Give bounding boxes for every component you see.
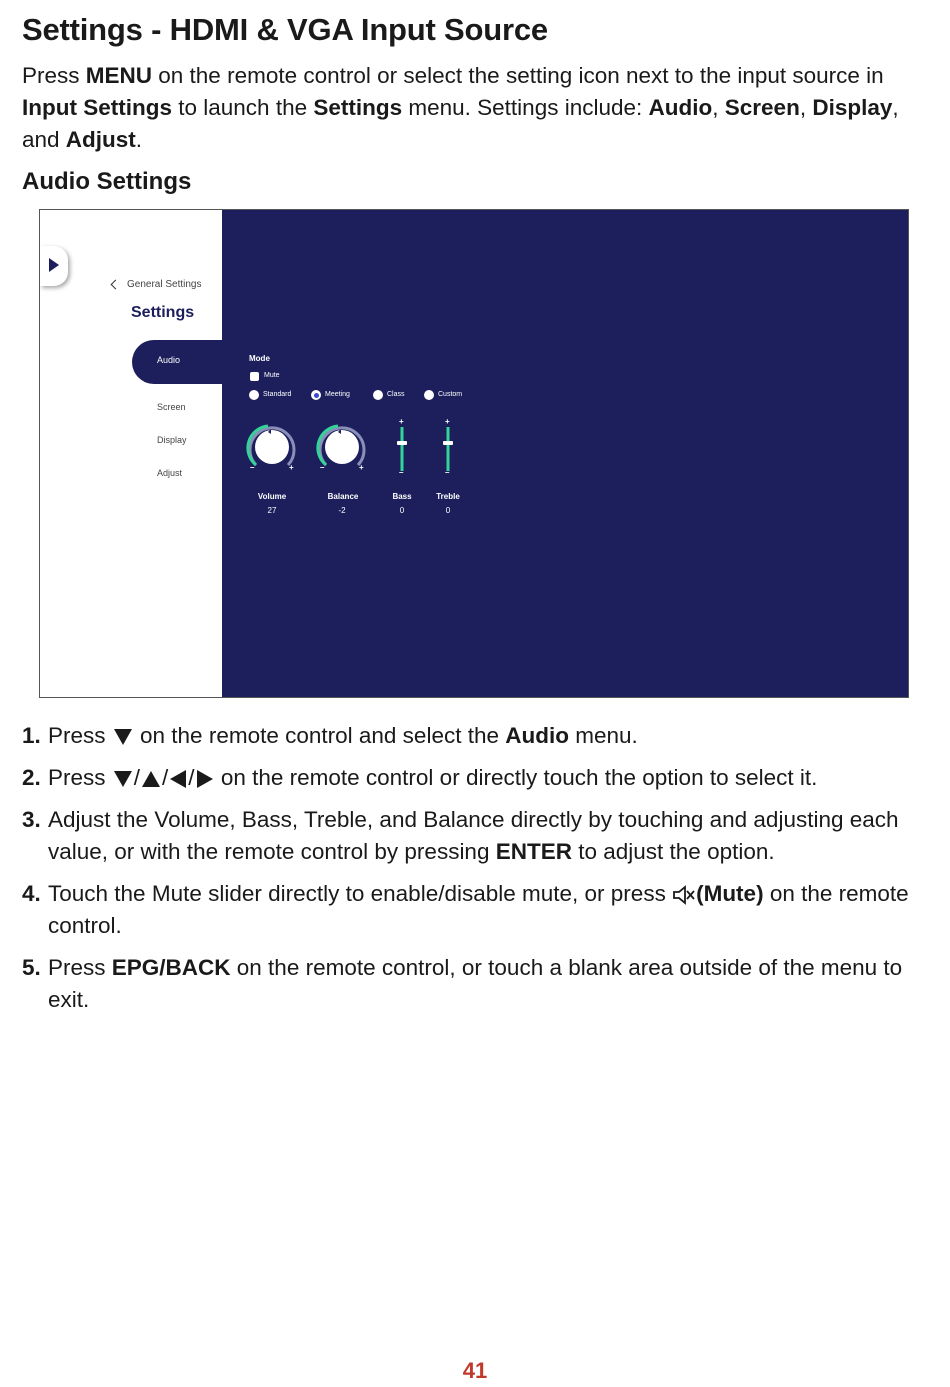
- menu-item-adjust[interactable]: Adjust: [157, 468, 183, 478]
- settings-heading: Settings: [131, 304, 195, 321]
- sidebar-toggle-tab[interactable]: [40, 246, 68, 286]
- page-title: Settings - HDMI & VGA Input Source: [22, 12, 548, 47]
- mode-radio-standard[interactable]: [249, 390, 259, 400]
- arrow-down-icon: [114, 771, 132, 787]
- step-2: 2. Press / / / on the remote control or directly touch the option to select it.: [22, 762, 922, 794]
- mode-radio-meeting[interactable]: [311, 390, 321, 400]
- mode-label-meeting: Meeting: [325, 391, 350, 398]
- volume-plus-label: +: [289, 463, 294, 472]
- bass-label: Bass: [392, 492, 412, 501]
- mode-label-class: Class: [387, 391, 405, 398]
- mode-radio-class[interactable]: [373, 390, 383, 400]
- chevron-left-icon: [111, 280, 121, 290]
- treble-slider[interactable]: [442, 427, 454, 487]
- arrow-right-icon: [197, 770, 213, 788]
- mode-label-standard: Standard: [263, 391, 292, 398]
- menu-item-display[interactable]: Display: [157, 435, 187, 445]
- step-number: 1.: [22, 723, 41, 748]
- intro-paragraph: Press MENU on the remote control or select the setting icon next to the input source in Input Settings to launch the Settings menu. Settings include: Audio, Screen, Display, and Adjust.: [22, 63, 899, 152]
- mute-checkbox[interactable]: [250, 372, 259, 381]
- treble-minus-label: –: [445, 468, 450, 477]
- mode-label: Mode: [249, 354, 270, 363]
- settings-sidebar: [40, 210, 222, 697]
- play-arrow-icon: [49, 258, 59, 272]
- step-number: 4.: [22, 881, 41, 906]
- arrow-up-icon: [142, 771, 160, 787]
- step-number: 3.: [22, 807, 41, 832]
- step-1: 1. Press on the remote control and select the Audio menu.: [22, 720, 922, 752]
- treble-plus-label: +: [445, 417, 450, 426]
- bass-plus-label: +: [399, 417, 404, 426]
- step-3: 3. Adjust the Volume, Bass, Treble, and Balance directly by touching and adjusting each value, or with the remote control by pressing ENTER to adjust the option.: [22, 804, 922, 868]
- treble-label: Treble: [436, 492, 460, 501]
- instruction-steps: [22, 720, 922, 1026]
- step-number: 5.: [22, 955, 41, 980]
- audio-settings-screenshot: [39, 209, 909, 698]
- step-5: 5. Press EPG/BACK on the remote control, or touch a blank area outside of the menu to exit.: [22, 952, 922, 1016]
- back-label: General Settings: [127, 279, 202, 290]
- arrow-down-icon: [114, 729, 132, 745]
- menu-item-audio-label: Audio: [157, 355, 181, 365]
- mode-radio-custom[interactable]: [424, 390, 434, 400]
- arrow-left-icon: [170, 770, 186, 788]
- sidebar-curve: [222, 210, 234, 697]
- menu-item-screen[interactable]: Screen: [157, 402, 186, 412]
- balance-plus-label: +: [359, 463, 364, 472]
- bass-slider[interactable]: [396, 427, 408, 487]
- volume-minus-label: –: [250, 463, 255, 472]
- volume-value: 27: [267, 506, 277, 515]
- step-4: 4. Touch the Mute slider directly to enable/disable mute, or press (Mute) on the remote control.: [22, 878, 922, 942]
- mute-label: Mute: [264, 372, 280, 379]
- balance-value: -2: [338, 506, 346, 515]
- mode-label-custom: Custom: [438, 391, 463, 398]
- page-number: 41: [462, 1358, 488, 1383]
- balance-minus-label: –: [320, 463, 325, 472]
- section-title: Audio Settings: [22, 168, 192, 195]
- mute-icon: [672, 884, 696, 906]
- menu-item-audio[interactable]: [132, 340, 224, 384]
- volume-label: Volume: [257, 492, 287, 501]
- balance-label: Balance: [327, 492, 359, 501]
- bass-minus-label: –: [399, 468, 404, 477]
- back-to-general-settings[interactable]: [112, 279, 202, 290]
- step-number: 2.: [22, 765, 41, 790]
- bass-value: 0: [399, 506, 405, 515]
- treble-value: 0: [445, 506, 451, 515]
